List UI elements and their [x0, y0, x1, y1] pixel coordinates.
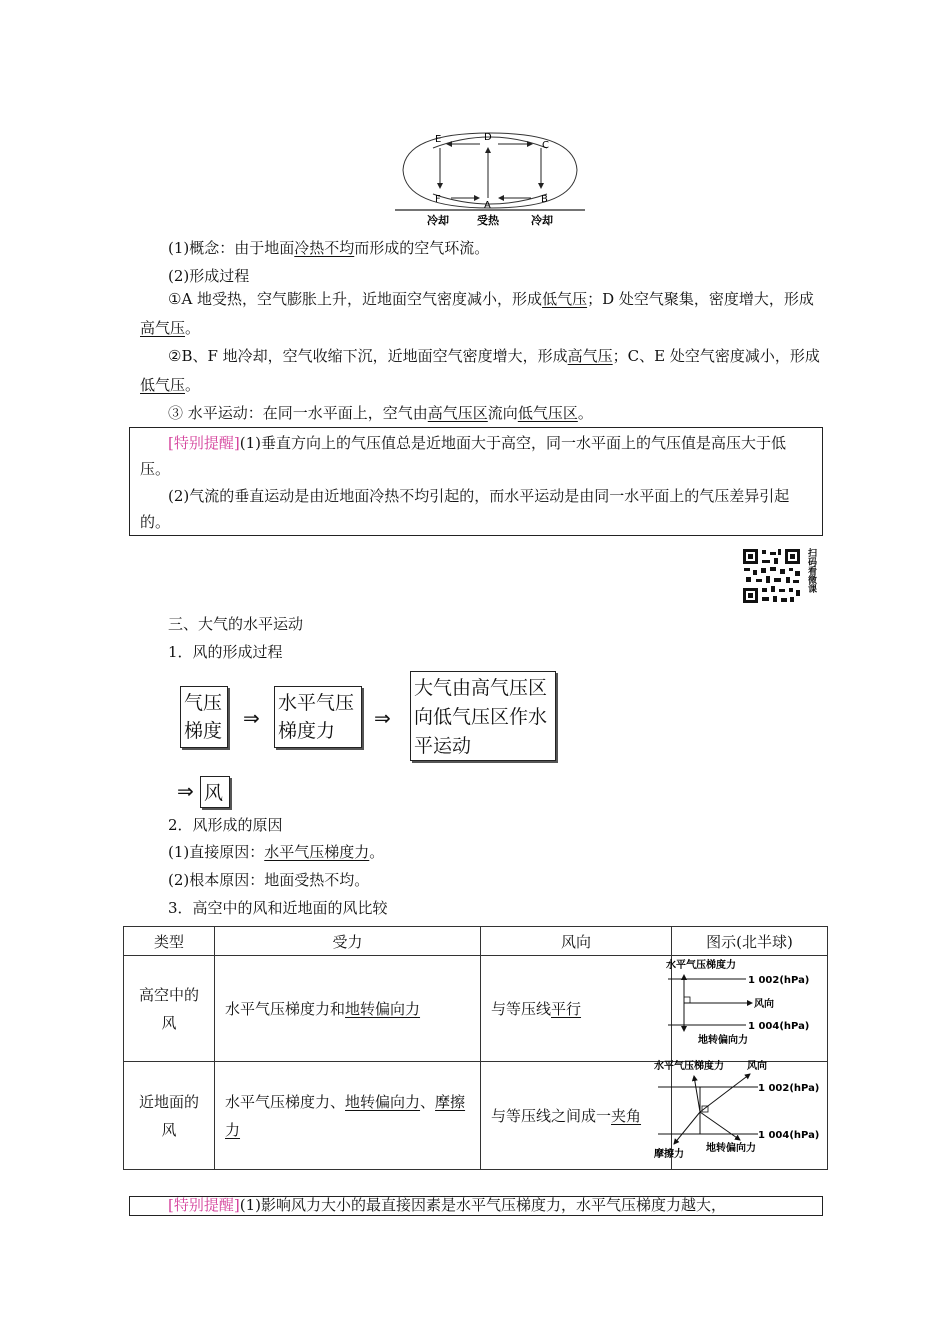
process-step-2: ②B、F 地冷却，空气收缩下沉，近地面空气密度增大，形成高气压；C、E 处空气密度减小，形成低气压。	[140, 347, 820, 394]
root-cause-line: (2)根本原因：地面受热不均。	[168, 871, 370, 889]
diag1-isobar-1002: 1 002(hPa)	[748, 975, 810, 986]
upper-air-wind-diagram	[662, 957, 827, 1061]
concept-line: (1)概念：由于地面冷热不均而形成的空气环流。	[168, 239, 490, 257]
label-cooling-left: 冷却	[427, 214, 449, 227]
diag1-pressure-gradient-label: 水平气压梯度力	[666, 960, 736, 971]
diag2-isobar-1004: 1 004(hPa)	[758, 1130, 820, 1141]
answer-high-pressure: 高气压	[140, 319, 186, 337]
point-label-e: E	[435, 134, 442, 145]
flow-arrow-3: ⇒	[177, 779, 194, 803]
flow-box-air-movement: 大气由高气压区向低气压区作水平运动	[410, 671, 556, 761]
diag1-coriolis-label: 地转偏向力	[698, 1035, 748, 1046]
row1-direction: 与等压线平行	[481, 956, 672, 1062]
tip-paragraph-1: [特别提醒](1)垂直方向上的气压值总是近地面大于高空，同一水平面上的气压值是高压大于低压。	[140, 434, 786, 478]
header-force: 受力	[215, 927, 481, 956]
thermal-circulation-diagram	[395, 128, 585, 228]
diag2-coriolis-label: 地转偏向力	[706, 1143, 756, 1154]
answer-cold-hot-uneven: 冷热不均	[294, 239, 355, 257]
special-tip-box-2	[129, 1196, 823, 1216]
table-header-row	[124, 927, 828, 956]
subsection-2-title: 2．风形成的原因	[168, 816, 283, 834]
answer-horizontal-pressure-gradient-force: 水平气压梯度力	[264, 843, 370, 861]
header-diagram: 图示(北半球)	[672, 927, 828, 956]
answer-low-pressure-area: 低气压区	[517, 404, 578, 422]
diag2-isobar-1002: 1 002(hPa)	[758, 1083, 820, 1094]
flow-arrow-2: ⇒	[374, 706, 391, 730]
point-label-c: C	[542, 140, 549, 151]
row2-direction: 与等压线之间成一夹角	[481, 1062, 672, 1170]
diag2-pressure-gradient-label: 水平气压梯度力	[654, 1061, 724, 1072]
flow-box-pressure-gradient: 气压梯度	[180, 686, 228, 748]
qr-code[interactable]	[742, 548, 802, 605]
answer-high-pressure-2: 高气压	[567, 347, 613, 365]
flow-box-wind: 风	[200, 776, 230, 808]
tip-paragraph-2: (2)气流的垂直运动是由近地面冷热不均引起的，而水平运动是由同一水平面上的气压差异引起的。	[140, 487, 790, 531]
answer-low-pressure-2: 低气压	[140, 376, 186, 394]
surface-wind-diagram	[650, 1058, 828, 1168]
label-heating: 受热	[477, 214, 499, 227]
point-label-a: A	[484, 200, 491, 211]
section-3-title: 三、大气的水平运动	[168, 615, 304, 633]
direct-cause-line: (1)直接原因：水平气压梯度力。	[168, 843, 385, 861]
flow-arrow-1: ⇒	[243, 706, 260, 730]
label-cooling-right: 冷却	[531, 214, 553, 227]
header-type: 类型	[124, 927, 215, 956]
diag2-wind-direction: 风向	[747, 1061, 767, 1072]
special-tip-box	[129, 427, 823, 536]
process-title: (2)形成过程	[168, 267, 250, 285]
row2-force: 水平气压梯度力、地转偏向力、摩擦力	[215, 1062, 481, 1170]
diag2-friction-label: 摩擦力	[654, 1149, 684, 1160]
point-label-b: B	[541, 194, 548, 205]
row1-force: 水平气压梯度力和地转偏向力	[215, 956, 481, 1062]
row2-type: 近地面的风	[124, 1062, 215, 1170]
point-label-d: D	[484, 132, 492, 143]
process-step-1: ①A 地受热，空气膨胀上升，近地面空气密度减小，形成低气压；D 处空气聚集，密度增大，形成高气压。	[140, 290, 814, 337]
row1-type: 高空中的风	[124, 956, 215, 1062]
diag1-isobar-1004: 1 004(hPa)	[748, 1021, 810, 1032]
subsection-3-title: 3．高空中的风和近地面的风比较	[168, 899, 388, 917]
answer-high-pressure-area: 高气压区	[427, 404, 488, 422]
tip2-paragraph-1: [特别提醒](1)影响风力大小的最直接因素是水平气压梯度力，水平气压梯度力越大，	[168, 1196, 726, 1214]
tip2-label: [特别提醒]	[168, 1196, 240, 1214]
tip-label: [特别提醒]	[168, 434, 240, 452]
point-label-f: F	[435, 194, 441, 205]
header-direction: 风向	[481, 927, 672, 956]
diag1-wind-direction: 风向	[754, 999, 774, 1010]
process-step-3: ③ 水平运动：在同一水平面上，空气由高气压区流向低气压区。	[168, 404, 593, 422]
qr-caption: 扫码看微课	[806, 548, 816, 593]
subsection-1-title: 1．风的形成过程	[168, 643, 283, 661]
answer-low-pressure: 低气压	[542, 290, 588, 308]
flow-box-horizontal-pressure-gradient-force: 水平气压梯度力	[274, 686, 362, 748]
